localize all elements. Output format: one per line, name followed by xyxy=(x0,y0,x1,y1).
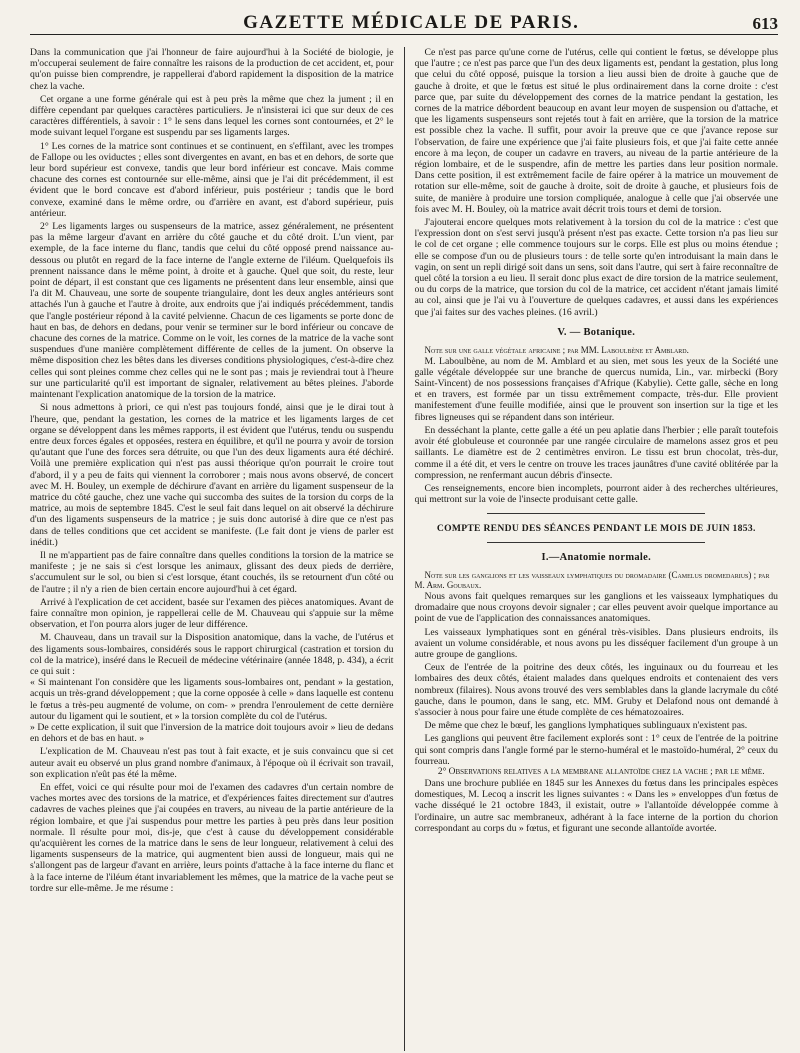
paragraph: Ceux de l'entrée de la poitrine des deux côtés, les inguinaux ou du fourreau et les lombaires des deux côtés, étaient malades dans quelques endroits et contenaient des vers nombreux (filaires). Nous avons trouvé des vers semblables dans la glande lacrymale du côté gauche, dans le poumon, dans le sang, etc. MM. Gruby et Delafond nous ont demandé à s'associer à nous pour faire une étude complète de ces hématozoaires. xyxy=(414,662,778,718)
paragraph: Dans la communication que j'ai l'honneur de faire aujourd'hui à la Société de biologie, je m'occuperai seulement de faire connaître les raisons de la production de cet accident, et, pour qu'on puisse bien comprendre, je rappellerai d'abord rapidement la disposition de la matrice chez la vache. xyxy=(30,47,394,92)
section-rule xyxy=(487,513,705,514)
right-column xyxy=(415,47,779,1051)
paragraph: Les vaisseaux lymphatiques sont en général très-visibles. Dans plusieurs endroits, ils avaient un volume considérable, et nous avons pu les disséquer facilement d'un groupe à un autre groupe de ganglions. xyxy=(414,626,778,660)
paragraph: Il ne m'appartient pas de faire connaître dans quelles conditions la torsion de la matrice se manifeste ; je ne sais si c'est lorsque les animaux, glissant des deux pieds de derrière, s'accumulent sur le sol, ou bien si c'est lorsque, étant couchés, ils se retournent d'un côté ou de l'autre ; il n'y a rien de bien certain encore aujourd'hui à cet égard. xyxy=(30,549,394,595)
paragraph: Ces renseignements, encore bien incomplets, pourront aider à des recherches ultérieures, qui mettront sur la voie de l'insecte produisant cette galle. xyxy=(414,482,778,506)
journal-title: GAZETTE MÉDICALE DE PARIS. xyxy=(243,12,580,33)
paragraph: Les ganglions qui peuvent être facilement explorés sont : 1° ceux de l'entrée de la poitrine qui sont compris dans l'angle formé par le sterno-huméral et le mastoïdo-huméral, 2° ceux du fourreau. xyxy=(414,733,778,767)
running-header xyxy=(30,7,778,35)
paragraph: M. Chauveau, dans un travail sur la Disposition anatomique, dans la vache, de l'utérus et des ligaments sous-lombaires, considérés sous le rapport chirurgical (castration et torsion du col de la matrice), inséré dans le Recueil de médecine vétérinaire (année 1848, p. 434), a écrit ce qui suit : xyxy=(30,632,394,677)
column-divider xyxy=(404,47,405,1051)
note-title: Note sur les ganglions et les vaisseaux lymphatiques du dromadaire (Camelus dromedarius) ; par M. Arm. Goubaux. xyxy=(414,569,770,591)
section-heading-anatomie: I.—Anatomie normale. xyxy=(541,551,652,563)
two-column-body xyxy=(30,47,778,1051)
paragraph: M. Laboulbène, au nom de M. Amblard et au sien, met sous les yeux de la Société une galle végétale développée sur une branche de quercus numida, Lin., var. mirbecki (Bory Saint-Vincent) de nos possessions françaises d'Afrique (Kabylie). Cette galle, sèche en long et en travers, est formée par un tissu extrêmement compacte, très-dur. Elle provient manifestement d'une feuille modifiée, ainsi que le prouvent son insertion sur la tige et les fibres ligneuses qui se répandent dans son intérieur. xyxy=(414,355,778,423)
paragraph: 1° Les cornes de la matrice sont continues et se continuent, en s'effilant, avec les trompes de Fallope ou les oviductes ; elles sont divergentes en avant, en bas et en dehors, de sorte que leur bord supérieur est convexe, tandis que leur bord inférieur est concave. Mais comme chacune des cornes est contournée sur elle-même, ainsi que je l'ai dit précédemment, il est évident que le bord concave est d'abord inférieur, puis postérieur ; tandis que le bord convexe, examiné dans le même ordre, ou d'arrière en avant, est d'abord supérieur, puis antérieur. xyxy=(30,140,394,219)
paragraph: J'ajouterai encore quelques mots relativement à la torsion du col de la matrice : c'est que l'expression dont on s'est servi jusqu'à présent n'est pas exacte. Cette torsion n'a pas lieu sur le col de cet organe ; elle commence toujours sur le corps. Elle est plus ou moins étendue ; elle se compose d'un ou de plusieurs tours : de telle sorte qu'en introduisant la main dans le vagin, on sent un repli dirigé soit dans un sens, soit dans l'autre, qui sert à faire reconnaître de quel côté la torsion a eu lieu. Il serait donc plus exact de dire torsion de la matrice seulement, ou du corps de la matrice, que torsion du col de la matrice, cet accident n'étant jamais limité au col, ainsi que je l'ai vu à l'ouverture de quelques cadavres, et aussi dans les expériences que j'ai faites sur des vaches pleines. (16 avril.) xyxy=(414,217,778,318)
page-number: 613 xyxy=(752,14,778,33)
subsection-title: 2° Observations relatives a la membrane allantoïde chez la vache ; par le même. xyxy=(437,766,765,777)
paragraph: En desséchant la plante, cette galle a été un peu aplatie dans l'herbier ; elle paraît toutefois avoir été globuleuse et couronnée par une rangée circulaire de mamelons assez gros et peu saillants. Le diamètre est de 2 centimètres environ. Le tissu est brun chocolat, très-dur, comme il a été dit, et vers le centre on trouve les traces jaunâtres d'une cavité oblitérée par la compression, ne renfermant aucun débris d'insecte. xyxy=(414,424,778,481)
paragraph: De même que chez le bœuf, les ganglions lymphatiques sublinguaux n'existent pas. xyxy=(424,720,748,732)
paragraph: Dans une brochure publiée en 1845 sur les Annexes du fœtus dans les principales espèces domestiques, M. Lecoq a inscrit les lignes suivantes : « Dans les » enveloppes d'un fœtus de vache disséqué le 21 octobre 1843, il existait, outre » l'allantoïde développée comme à l'ordinaire, un autre sac membraneux, adhérant à la face interne de la portion du chorion correspondant au corps du » fœtus, et figurant une seconde allantoïde avortée. xyxy=(414,777,778,834)
note-title: Note sur une galle végétale africaine ; par MM. Laboulbène et Amblard. xyxy=(424,345,689,356)
paragraph: En effet, voici ce qui résulte pour moi de l'examen des cadavres d'un certain nombre de vaches mortes avec des torsions de la matrice, et d'expériences faites directement sur d'autres cadavres de vaches pleines que j'ai coupées en travers, au niveau de la partie antérieure de la région lombaire, et que j'ai suspendus pour mettre les parties à peu près dans leur position normale. Il résulte pour moi, dis-je, que c'est à cause du développement considérable qu'acquièrent les cornes de la matrice dans le sens de leur longueur, relativement à celui des ligaments suspenseurs de la matrice, qui augmentent bien aussi de longueur, mais qui ne s'allongent pas de largeur d'avant en arrière, leurs points d'attache à la face interne du flanc et à la face interne de l'iléum étant invariablement les mêmes, que la matrice de la vache peut se tordre sur elle-même. Je me résume : xyxy=(30,782,394,894)
paragraph: Si nous admettons à priori, ce qui n'est pas toujours fondé, ainsi que je le dirai tout à l'heure, que, pendant la gestation, les cornes de la matrice et les ligaments larges de cet organe se développent dans les mêmes rapports, il est évident que l'utérus, tendu ou suspendu entre deux forces égales et opposées, restera en équilibre, et qu'il ne pourra y avoir de torsion qu'autant que l'une des forces sera détruite, ou que l'un des deux ligaments aura été déchiré. Voilà une première explication qui n'est pas aussi théorique qu'on pourrait le croire tout d'abord, il y a peu de faits qui viennent la corroborer ; mais nous avons observé, de concert avec M. H. Bouley, un exemple de déchirure d'avant en arrière du ligament suspenseur de la matrice du côté gauche, chez une vache qui succomba des suites de la torsion du corps de la matrice, au mois de septembre 1845. C'est le seul fait dans lequel on ait observé la déchirure d'un des ligaments suspenseurs de la matrice ; je suis donc autorisé à dire que ce n'est pas dans de telles conditions que cet accident se manifeste. (Le fait dont je viens de parler est inédit.) xyxy=(30,402,394,548)
paragraph: Cet organe a une forme générale qui est à peu près la même que chez la jument ; il en diffère cependant par quelques caractères particuliers. Je n'insisterai ici que sur deux de ces caractères différentiels, à savoir : 1° le sens dans lequel les cornes sont contournées, et 2° le mode suivant lequel l'organe est suspendu par ses ligaments larges. xyxy=(30,93,394,139)
paragraph: 2° Les ligaments larges ou suspenseurs de la matrice, assez généralement, ne présentent pas la même largeur d'avant en arrière du côté gauche et du côté droit. L'un vient, par exemple, de la face interne du flanc, tandis que celui du côté opposé prend naissance au-dessous ou plutôt en regard de la face interne de l'angle externe de l'iléum. Quelquefois ils prennent naissance dans le même point, à droite et à gauche. Quel que soit, du reste, leur point de départ, il est constant que ces ligaments ne présentent dans leur ensemble, ainsi que l'a dit M. Chauveau, une sorte de soupente triangulaire, dont les deux angles antérieurs sont attachés l'un à gauche et l'autre à droite, aux endroits que j'ai indiqués précédemment, tandis que l'angle postérieur répond à la cavité pelvienne. Chacun de ces ligaments se porte donc de haut en bas, de dehors en dedans, pour venir se terminer sur le bord inférieur ou concave de chacune des cornes de la matrice. Comme on le voit, les cornes de la matrice de la vache sont suspendues d'une manière complètement différente de celles de la jument. On observe la même disposition chez les bêtes dans les diverses conditions physiologiques, c'est-à-dire chez celles qui sont pleines comme chez celles qui ne le sont pas ; mais je reviendrai tout à l'heure sur une particularité qu'il est important de signaler, relativement au bêtes pleines. J'aborde maintenant l'explication anatomique de la torsion de la matrice. xyxy=(30,221,394,401)
section-heading-botanique: V. — Botanique. xyxy=(557,326,636,338)
compte-rendu-heading: COMPTE RENDU DES SÉANCES PENDANT LE MOIS DE JUIN 1853. xyxy=(436,523,756,535)
section-rule xyxy=(487,542,705,543)
paragraph: Nous avons fait quelques remarques sur les ganglions et les vaisseaux lymphatiques du dromadaire que nous croyons devoir signaler ; car elles peuvent avoir quelque importance au point de vue de l'application des connaissances anatomiques. xyxy=(414,590,778,625)
paragraph: Arrivé à l'explication de cet accident, basée sur l'examen des pièces anatomiques. Avant de faire connaître mon opinion, je rappellerai celle de M. Chauveau qui s'appuie sur la même observation, et l'on pourra alors juger de leur différence. xyxy=(30,596,394,631)
quotation: « Si maintenant l'on considère que les ligaments sous-lombaires ont, pendant » la gestation, acquis un très-grand développement ; que la corne opposée à celle » dans laquelle est contenu le fœtus a très-peu augmenté de volume, on com- » prendra l'enroulement de cette dernière autour du ligament qui le soutient, et » la torsion complète du col de l'utérus. xyxy=(30,677,394,722)
paragraph: Ce n'est pas parce qu'une corne de l'utérus, celle qui contient le fœtus, se développe plus que l'autre ; ce n'est pas parce que l'un des deux ligaments est, pendant la gestation, plus long que celui du côté opposé, puisque la torsion a lieu aussi bien de droite à gauche que de gauche à droite, et que le fœtus est situé le plus ordinairement dans la corne droite : c'est parce que, par suite du développement des cornes de la matrice pendant la gestation, les cornes de la matrice débordent beaucoup en avant leur moyen de suspension ou d'attache, et que les ligaments suspenseurs sont rejetés tout à fait en arrière, que la torsion de la matrice est possible chez la vache. Il suffit, pour avoir la preuve que ce que j'avance repose sur l'observation, de faire une expérience que j'ai faite plusieurs fois, et que j'ai faite cette année encore à ma leçon, de couper un cadavre en travers, au niveau de la partie antérieure de la région lombaire, et de le suspendre, afin de mettre les parties dans leur position normale. Dans cette position, il est extrêmement facile de faire opérer à la matrice un mouvement de rotation sur elle-même, soit de gauche à droite, soit de droite à gauche, et plusieurs fois de suite, de manière à produire une torsion compliquée, analogue à celle que j'ai observée une fois avec M. H. Bouley, où la matrice avait décrit trois tours et demi de torsion. xyxy=(414,47,778,215)
left-column xyxy=(30,47,394,1051)
paragraph: L'explication de M. Chauveau n'est pas tout à fait exacte, et je suis convaincu que si cet auteur avait eu observé un plus grand nombre d'animaux, à l'époque où il écrivait son travail, son explication n'eût pas été la même. xyxy=(30,746,394,780)
quotation: » De cette explication, il suit que l'inversion de la matrice doit toujours avoir » lieu de dedans en dehors et de bas en haut. » xyxy=(30,721,394,745)
